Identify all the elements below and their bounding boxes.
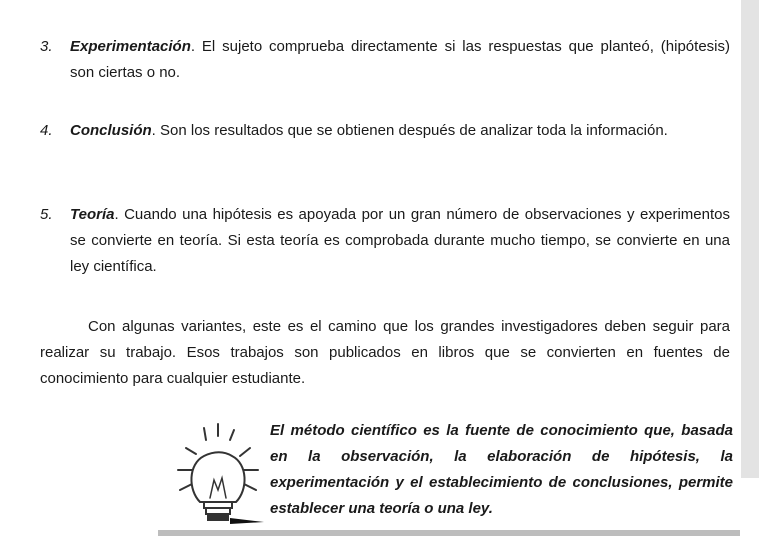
list-item-number: 5. — [40, 206, 53, 223]
list-item-text: . Son los resultados que se obtienen después de analizar toda la información. — [151, 122, 668, 139]
list-item-number: 4. — [40, 122, 53, 139]
callout-text: El método científico es la fuente de conocimiento que, basada en la observación, la elaboración de hipótesis, la experimentación y el establecimiento de conclusiones, permite establecer una teoría o una ley. — [270, 422, 733, 517]
list-item-text: . El sujeto comprueba directamente si las respuestas que planteó, (hipótesis) son ciertas o no. — [70, 38, 730, 81]
list-item-number: 3. — [40, 38, 53, 55]
list-item-experimentacion — [40, 34, 730, 86]
list-item-teoria — [40, 202, 730, 280]
body-paragraph-text: Con algunas variantes, este es el camino que los grandes investigadores deben seguir para realizar su trabajo. Esos trabajos son publicados en libros que se convierten en fuentes de conocimiento para cualquier estudiante. — [40, 318, 730, 387]
sidebar-strip — [741, 0, 759, 478]
bottom-rule — [158, 530, 740, 536]
lightbulb-icon — [160, 418, 270, 528]
body-paragraph — [40, 314, 730, 392]
callout-box — [160, 418, 740, 540]
list-item-title: Teoría — [70, 206, 115, 223]
list-item-text: . Cuando una hipótesis es apoyada por un gran número de observaciones y experimentos se convierte en teoría. Si esta teoría es comprobada durante mucho tiempo, se convierte en una ley científica. — [70, 206, 730, 275]
list-item-title: Experimentación — [70, 38, 191, 55]
list-item-conclusion — [40, 118, 730, 144]
list-item-title: Conclusión — [70, 122, 152, 139]
